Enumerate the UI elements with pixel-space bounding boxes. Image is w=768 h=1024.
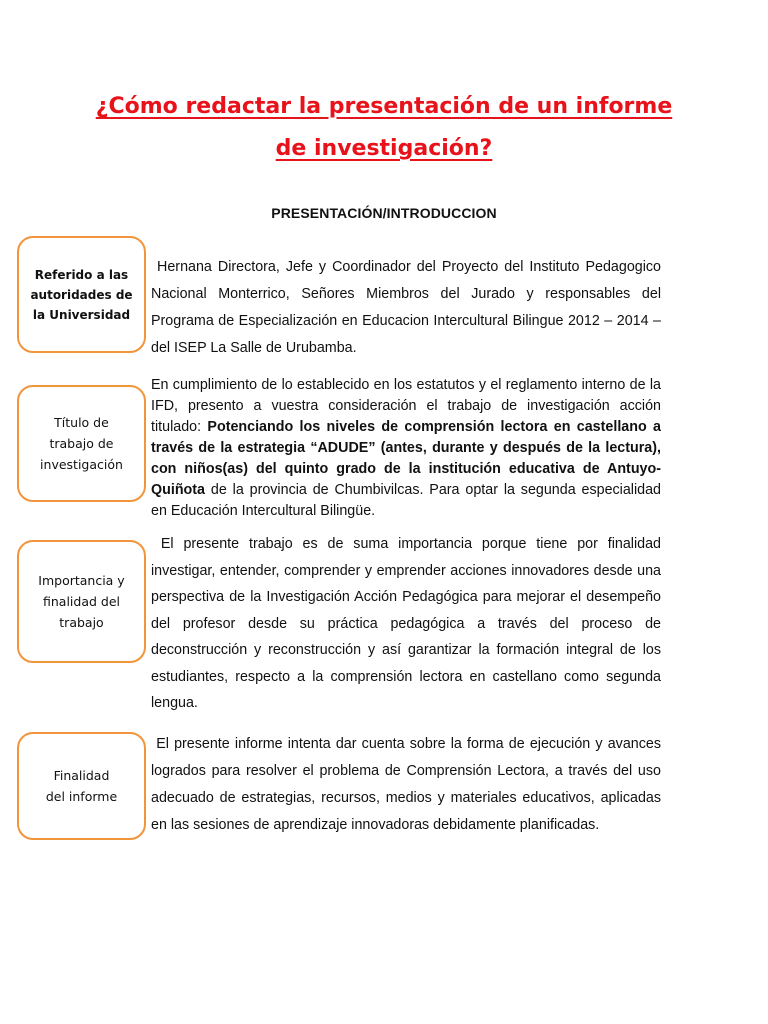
label-box-research-title <box>17 385 146 502</box>
research-title-bold: Potenciando los niveles de comprensión lectora en castellano a través de la estrategia “ADUDE” (antes, durante y después de la lectura), con niños(as) del quinto grado de la institución educativa de Antuyo-Quiñota <box>151 419 661 498</box>
section-heading: PRESENTACIÓN/INTRODUCCION <box>271 205 497 221</box>
label-box-authorities <box>17 236 146 353</box>
label-box-text: Importancia y finalidad del trabajo <box>38 573 125 630</box>
paragraph-importance: El presente trabajo es de suma importancia porque tiene por finalidad investigar, entender, comprender y emprender acciones innovadores desde una perspectiva de la Investigación Acción Pedagógica para mejorar el desempeño del profesor desde su práctica pedagógica a través del proceso de deconstrucción y reconstrucción y así garantizar la formación integral de los estudiantes, respecto a la comprensión lectora en castellano como segunda lengua. <box>151 536 661 711</box>
label-box-importance <box>17 540 146 663</box>
paragraph-report-purpose: El presente informe intenta dar cuenta sobre la forma de ejecución y avances logrados para resolver el problema de Comprensión Lectora, a través del uso adecuado de estrategias, recursos, medios y materiales educativos, aplicadas en las sesiones de aprendizaje innovadoras debidamente planificadas. <box>151 736 661 833</box>
label-box-text: Título de trabajo de investigación <box>40 415 123 472</box>
label-box-report-purpose <box>17 732 146 840</box>
document-title-line-1: ¿Cómo redactar la presentación de un informe <box>95 94 673 119</box>
document-title-line-2: de investigación? <box>275 136 493 161</box>
paragraph-research-title: En cumplimiento de lo establecido en los estatutos y el reglamento interno de la IFD, presento a vuestra consideración el trabajo de investigación acción titulado: Potenciando los niveles de comprensión lectora en castellano a través de la estrategia “ADUDE” (antes, durante y después de la lectura), con niños(as) del quinto grado de la institución educativa de Antuyo-Quiñota de la provincia de Chumbivilcas. Para optar la segunda especialidad en Educación Intercultural Bilingüe. <box>151 377 661 519</box>
paragraph-authorities: Hernana Directora, Jefe y Coordinador del Proyecto del Instituto Pedagogico Nacional Monterrico, Señores Miembros del Jurado y responsables del Programa de Especialización en Educacion Intercultural Bilingue 2012 – 2014 – del ISEP La Salle de Urubamba. <box>151 259 662 356</box>
label-box-text: Referido a las autoridades de la Universidad <box>30 267 133 322</box>
label-box-text: Finalidad del informe <box>45 768 118 804</box>
